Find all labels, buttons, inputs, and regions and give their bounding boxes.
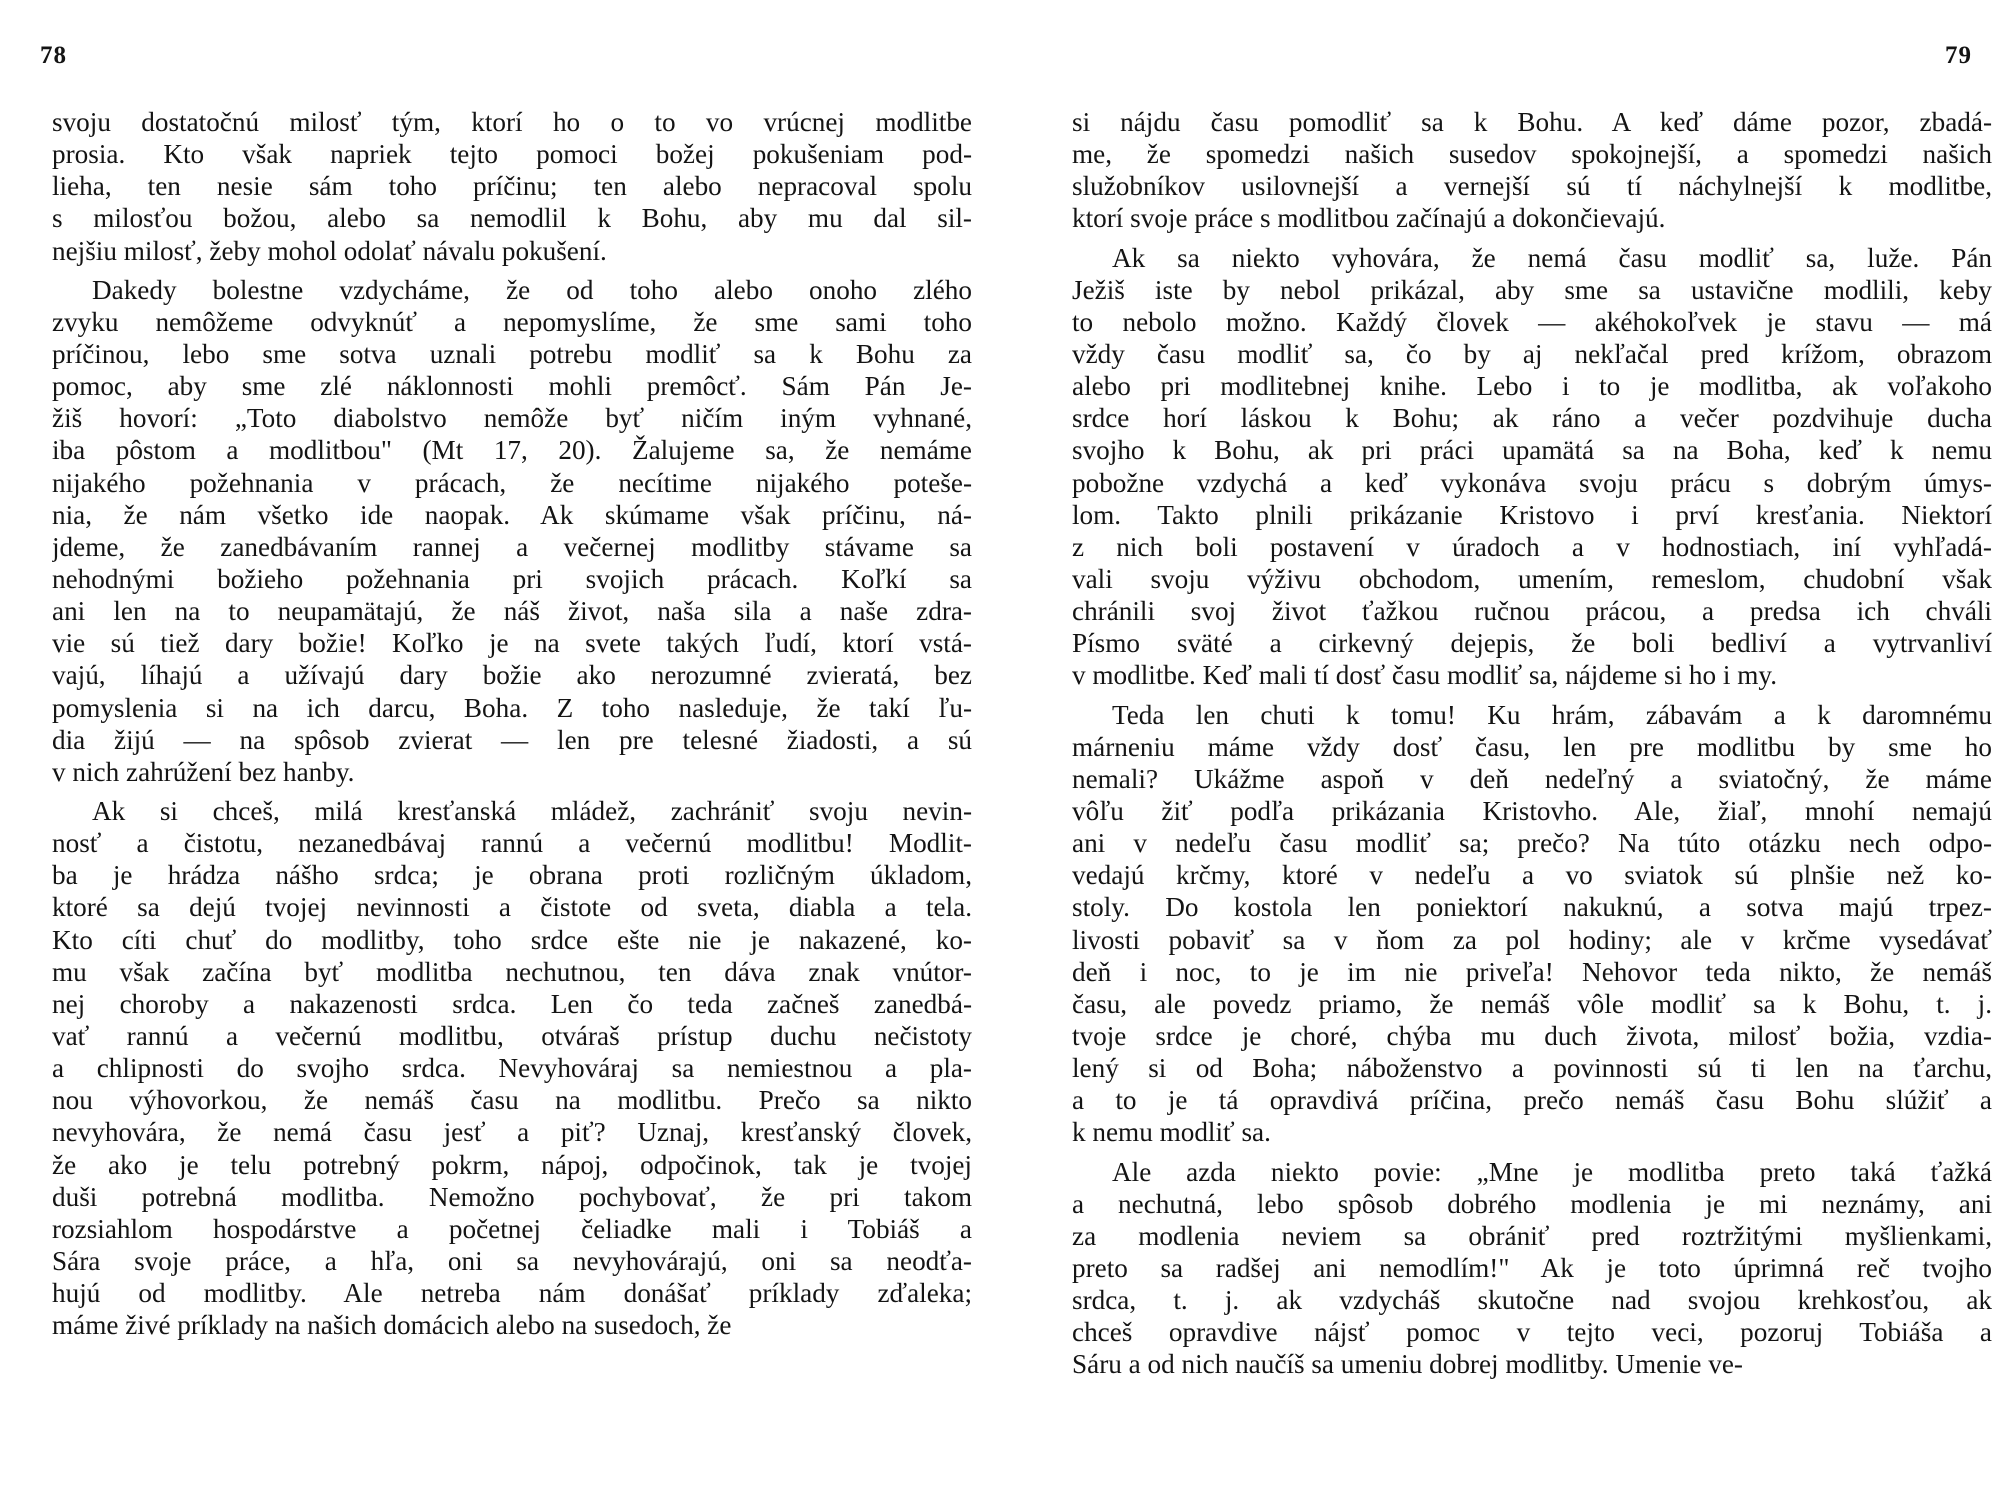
text-line: vať rannú a večernú modlitbu, otváraš prístup duchu nečistoty [52, 1020, 972, 1051]
left-page-number: 78 [40, 42, 67, 69]
text-line: ani len na to neupamätajú, že náš život, naša sila a naše zdra- [52, 596, 972, 627]
text-line: rozsiahlom hospodárstve a početnej čeliadke mali i Tobiáš a [52, 1213, 972, 1244]
right-page-text [1072, 106, 1992, 1380]
text-line: svoju dostatočnú milosť tým, ktorí ho o to vo vrúcnej modlitbe [52, 107, 972, 137]
text-line: nosť a čistotu, nezanedbávaj rannú a večernú modlitbu! Modlit- [52, 828, 972, 859]
text-line: vôľu žiť podľa prikázania Kristovho. Ale, žiaľ, mnohí nemajú [1072, 795, 1992, 826]
text-line: vedajú krčmy, ktoré v nedeľu a vo sviatok sú plnšie než ko- [1072, 860, 1992, 891]
text-line: to nebolo možno. Každý človek — akéhokoľvek je stavu — má [1072, 306, 1992, 337]
text-line: srdca, t. j. ak vzdycháš skutočne nad svojou krehkosťou, ak [1072, 1285, 1992, 1316]
text-line: hujú od modlitby. Ale netreba nám donášať príklady zďaleka; [52, 1278, 972, 1309]
right-page [1006, 0, 2012, 1500]
text-line: ktorí svoje práce s modlitbou začínajú a dokončievajú. [1072, 203, 1666, 234]
text-line: ktoré sa dejú tvojej nevinnosti a čistote od sveta, diabla a tela. [52, 892, 972, 923]
text-line: si nájdu času pomodliť sa k Bohu. A keď dáme pozor, zbadá- [1072, 107, 1992, 137]
text-line: pomyslenia si na ich darcu, Boha. Z toho nasleduje, že takí ľu- [52, 692, 972, 723]
text-line: lený si od Boha; náboženstvo a povinnosti sú ti len na ťarchu, [1072, 1053, 1992, 1084]
paragraph [1072, 699, 1992, 1149]
text-line: vali svoju výživu obchodom, umením, remeslom, chudobní však [1072, 563, 1992, 594]
paragraph [1072, 106, 1992, 235]
text-line: že ako je telu potrebný pokrm, nápoj, odpočinok, tak je tvojej [52, 1149, 972, 1180]
text-line: vždy času modliť sa, čo by aj nekľačal pred krížom, obrazom [1072, 338, 1992, 369]
text-line: tvoje srdce je choré, chýba mu duch života, milosť božia, vzdia- [1072, 1020, 1992, 1051]
text-line: Teda len chuti k tomu! Ku hrám, zábavám a k daromnému [1112, 699, 1992, 730]
text-line: mu však začína byť modlitba nechutnou, ten dáva znak vnútor- [52, 956, 972, 987]
text-line: k nemu modliť sa. [1072, 1117, 1271, 1148]
text-line: livosti pobaviť sa v ňom za pol hodiny; ale v krčme vysedávať [1072, 924, 1992, 955]
text-line: pobožne vzdychá a keď vykonáva svoju prácu s dobrým úmys- [1072, 467, 1992, 498]
text-line: nehodnými božieho požehnania pri svojich prácach. Koľkí sa [52, 563, 972, 594]
text-line: pomoc, aby sme zlé náklonnosti mohli premôcť. Sám Pán Je- [52, 371, 972, 402]
text-line: a chlipnosti do svojho srdca. Nevyhováraj sa nemiestnou a pla- [52, 1053, 972, 1084]
text-line: nej choroby a nakazenosti srdca. Len čo teda začneš zanedbá- [52, 988, 972, 1019]
text-line: z nich boli postavení v úradoch a v hodnostiach, iní vyhľadá- [1072, 531, 1992, 562]
text-line: Dakedy bolestne vzdycháme, že od toho alebo onoho zlého [92, 274, 972, 305]
text-line: preto sa radšej ani nemodlím!" Ak je toto úprimná reč tvojho [1072, 1252, 1992, 1283]
text-line: času, ale povedz priamo, že nemáš vôle modliť sa k Bohu, t. j. [1072, 988, 1992, 1019]
text-line: nijakého požehnania v prácach, že necítime nijakého poteše- [52, 467, 972, 498]
text-line: iba pôstom a modlitbou" (Mt 17, 20). Žalujeme sa, že nemáme [52, 435, 972, 466]
text-line: nia, že nám všetko ide naopak. Ak skúmame však príčinu, ná- [52, 499, 972, 530]
text-line: Písmo sväté a cirkevný dejepis, že boli bedliví a vytrvanliví [1072, 628, 1992, 659]
text-line: chránili svoj život ťažkou ručnou prácou, a predsa ich chváli [1072, 596, 1992, 627]
text-line: Ježiš iste by nebol prikázal, aby sme sa ustavične modlili, keby [1072, 274, 1992, 305]
text-line: ani v nedeľu času modliť sa; prečo? Na túto otázku nech odpo- [1072, 828, 1992, 859]
right-page-number: 79 [1945, 42, 1972, 69]
text-line: v nich zahrúžení bez hanby. [52, 756, 355, 787]
text-line: Ale azda niekto povie: „Mne je modlitba preto taká ťažká [1112, 1156, 1992, 1187]
text-line: s milosťou božou, alebo sa nemodlil k Bohu, aby mu dal sil- [52, 203, 972, 234]
text-line: lieha, ten nesie sám toho príčinu; ten alebo nepracoval spolu [52, 171, 972, 202]
text-line: me, že spomedzi našich susedov spokojnejší, a spomedzi našich [1072, 139, 1992, 170]
text-line: jdeme, že zanedbávaním rannej a večernej modlitby stávame sa [52, 531, 972, 562]
paragraph [52, 274, 972, 788]
left-page-text [52, 106, 972, 1341]
text-line: Ak sa niekto vyhovára, že nemá času modliť sa, luže. Pán [1112, 242, 1992, 273]
text-line: máme živé príklady na našich domácich alebo na susedoch, že [52, 1310, 732, 1341]
text-line: nemali? Ukážme aspoň v deň nedeľný a sviatočný, že máme [1072, 763, 1992, 794]
text-line: dia žijú — na spôsob zvierat — len pre telesné žiadosti, a sú [52, 724, 972, 755]
text-line: vajú, líhajú a užívajú dary božie ako nerozumné zvieratá, bez [52, 660, 972, 691]
text-line: nou výhovorkou, že nemáš času na modlitbu. Prečo sa nikto [52, 1085, 972, 1116]
paragraph [52, 795, 972, 1341]
text-line: nevyhovára, že nemá času jesť a piť? Uznaj, kresťanský človek, [52, 1117, 972, 1148]
text-line: žiš hovorí: „Toto diabolstvo nemôže byť ničím iným vyhnané, [52, 403, 972, 434]
text-line: duši potrebná modlitba. Nemožno pochybovať, že pri takom [52, 1181, 972, 1212]
text-line: služobníkov usilovnejší a vernejší sú tí náchylnejší k modlitbe, [1072, 171, 1992, 202]
paragraph [1072, 242, 1992, 692]
text-line: deň i noc, to je im nie priveľa! Nehovor teda nikto, že nemáš [1072, 956, 1992, 987]
text-line: svojho k Bohu, ak pri práci upamätá sa na Boha, keď k nemu [1072, 435, 1992, 466]
text-line: príčinou, lebo sme sotva uznali potrebu modliť sa k Bohu za [52, 338, 972, 369]
text-line: za modlenia neviem sa obrániť pred roztržitými myšlienkami, [1072, 1220, 1992, 1251]
paragraph [52, 106, 972, 267]
text-line: Sáru a od nich naučíš sa umeniu dobrej modlitby. Umenie ve- [1072, 1349, 1743, 1380]
text-line: nejšiu milosť, žeby mohol odolať návalu pokušení. [52, 235, 607, 266]
text-line: chceš opravdive nájsť pomoc v tejto veci, pozoruj Tobiáša a [1072, 1317, 1992, 1348]
paragraph [1072, 1156, 1992, 1381]
text-line: stoly. Do kostola len poniektorí nakuknú, a sotva majú trpez- [1072, 892, 1992, 923]
text-line: prosia. Kto však napriek tejto pomoci božej pokušeniam pod- [52, 139, 972, 170]
text-line: a nechutná, lebo spôsob dobrého modlenia je mi neznámy, ani [1072, 1188, 1992, 1219]
text-line: Kto cíti chuť do modlitby, toho srdce ešte nie je nakazené, ko- [52, 924, 972, 955]
text-line: v modlitbe. Keď mali tí dosť času modliť sa, nájdeme si ho i my. [1072, 660, 1778, 691]
text-line: lom. Takto plnili prikázanie Kristovo i prví kresťania. Niektorí [1072, 499, 1992, 530]
text-line: Sára svoje práce, a hľa, oni sa nevyhovárajú, oni sa neodťa- [52, 1245, 972, 1276]
text-line: márneniu máme vždy dosť času, len pre modlitbu by sme ho [1072, 731, 1992, 762]
text-line: Ak si chceš, milá kresťanská mládež, zachrániť svoju nevin- [92, 795, 972, 826]
text-line: a to je tá opravdivá príčina, prečo nemáš času Bohu slúžiť a [1072, 1085, 1992, 1116]
text-line: vie sú tiež dary božie! Koľko je na svete takých ľudí, ktorí vstá- [52, 628, 972, 659]
text-line: alebo pri modlitebnej knihe. Lebo i to je modlitba, ak voľakoho [1072, 371, 1992, 402]
text-line: zvyku nemôžeme odvyknúť a nepomyslíme, že sme sami toho [52, 306, 972, 337]
text-line: srdce horí láskou k Bohu; ak ráno a večer pozdvihuje ducha [1072, 403, 1992, 434]
text-line: ba je hrádza nášho srdca; je obrana proti rozličným úkladom, [52, 860, 972, 891]
